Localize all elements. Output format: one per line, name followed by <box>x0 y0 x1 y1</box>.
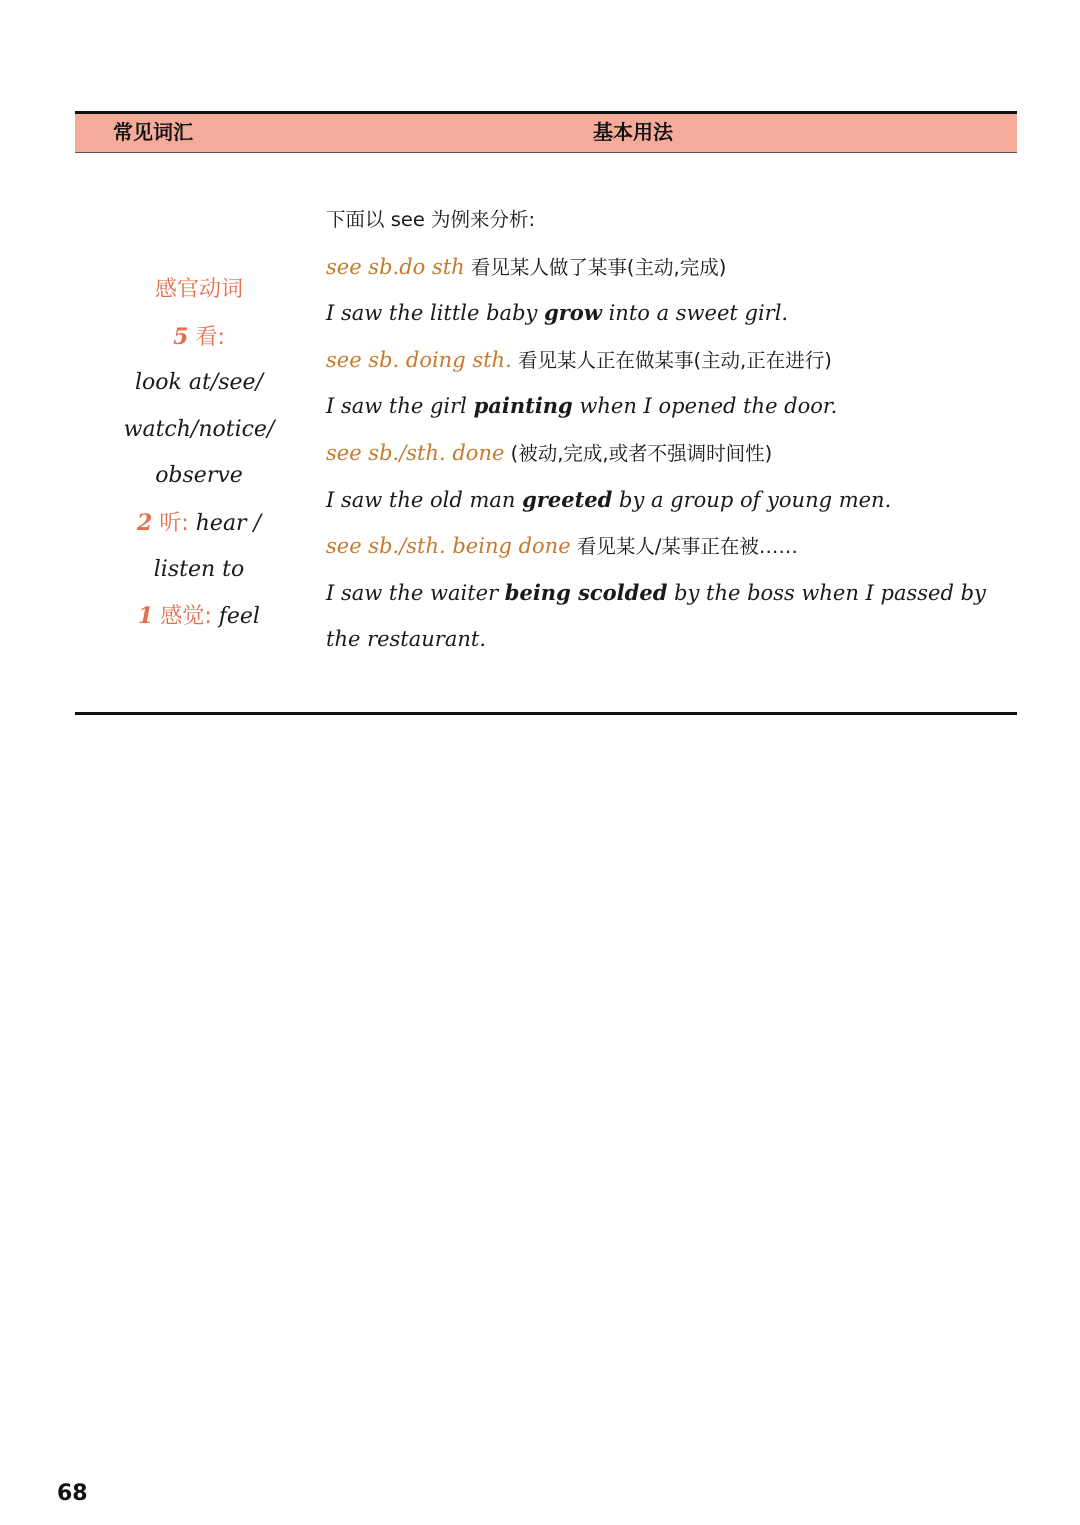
vocab-see-line2: watch/notice/ <box>123 416 275 442</box>
example-4-a: I saw the waiter <box>326 580 505 605</box>
pattern-1-note: 看见某人做了某事(主动,完成) <box>464 255 727 279</box>
table-bottom-rule <box>75 712 1017 715</box>
example-2-a: I saw the girl <box>326 394 474 419</box>
vocab-column <box>95 267 303 640</box>
example-1-a: I saw the little baby <box>326 301 545 326</box>
example-3-a: I saw the old man <box>326 487 523 512</box>
example-3-c: by a group of young men. <box>612 487 892 512</box>
see-count: 5 <box>173 323 189 350</box>
vocab-see-line1: look at/see/ <box>135 370 263 396</box>
vocab-hear-heading <box>95 500 303 547</box>
feel-words: feel <box>218 604 260 630</box>
example-1-c: into a sweet girl. <box>601 301 789 326</box>
vocab-feel-heading <box>95 593 303 640</box>
pattern-2: see sb. doing sth. <box>326 347 512 372</box>
pattern-row-4 <box>326 523 1016 570</box>
pattern-3: see sb./sth. done <box>326 440 505 465</box>
pattern-4-note: 看见某人/某事正在被…… <box>570 535 798 559</box>
example-4-keyword: being scolded <box>504 579 668 605</box>
pattern-4: see sb./sth. being done <box>326 534 571 559</box>
vocab-see-line3: observe <box>155 463 243 489</box>
vocab-see-heading <box>95 314 303 361</box>
example-4-continued: the restaurant. <box>326 627 486 652</box>
usage-column <box>326 197 1016 663</box>
example-2-keyword: painting <box>473 393 573 419</box>
example-4 <box>326 570 1016 617</box>
example-1-keyword: grow <box>544 300 602 326</box>
example-3 <box>326 477 1016 524</box>
pattern-1: see sb.do sth <box>326 254 465 279</box>
vocab-category: 感官动词 <box>154 277 243 302</box>
example-3-keyword: greeted <box>522 486 613 512</box>
example-4-c: by the boss when I passed by <box>667 580 986 605</box>
example-1 <box>326 290 1016 337</box>
pattern-row-1 <box>326 244 1016 291</box>
pattern-3-note: (被动,完成,或者不强调时间性) <box>504 441 773 465</box>
feel-count: 1 <box>138 603 154 630</box>
pattern-2-note: 看见某人正在做某事(主动,正在进行) <box>511 348 832 372</box>
usage-intro: 下面以 see 为例来分析: <box>326 208 536 231</box>
table-header <box>75 114 1017 153</box>
example-2-c: when I opened the door. <box>572 394 838 419</box>
pattern-row-2 <box>326 337 1016 384</box>
example-2 <box>326 383 1016 430</box>
header-usage: 基本用法 <box>593 120 673 144</box>
pattern-row-3 <box>326 430 1016 477</box>
hear-label: 听: <box>159 510 189 536</box>
hear-count: 2 <box>137 509 153 536</box>
see-label: 看: <box>195 324 225 350</box>
hear-words: hear / <box>195 510 261 536</box>
header-vocab: 常见词汇 <box>113 120 193 144</box>
feel-label: 感觉: <box>160 604 212 630</box>
page-number: 68 <box>57 1481 88 1506</box>
vocab-hear-line2: listen to <box>153 556 245 582</box>
